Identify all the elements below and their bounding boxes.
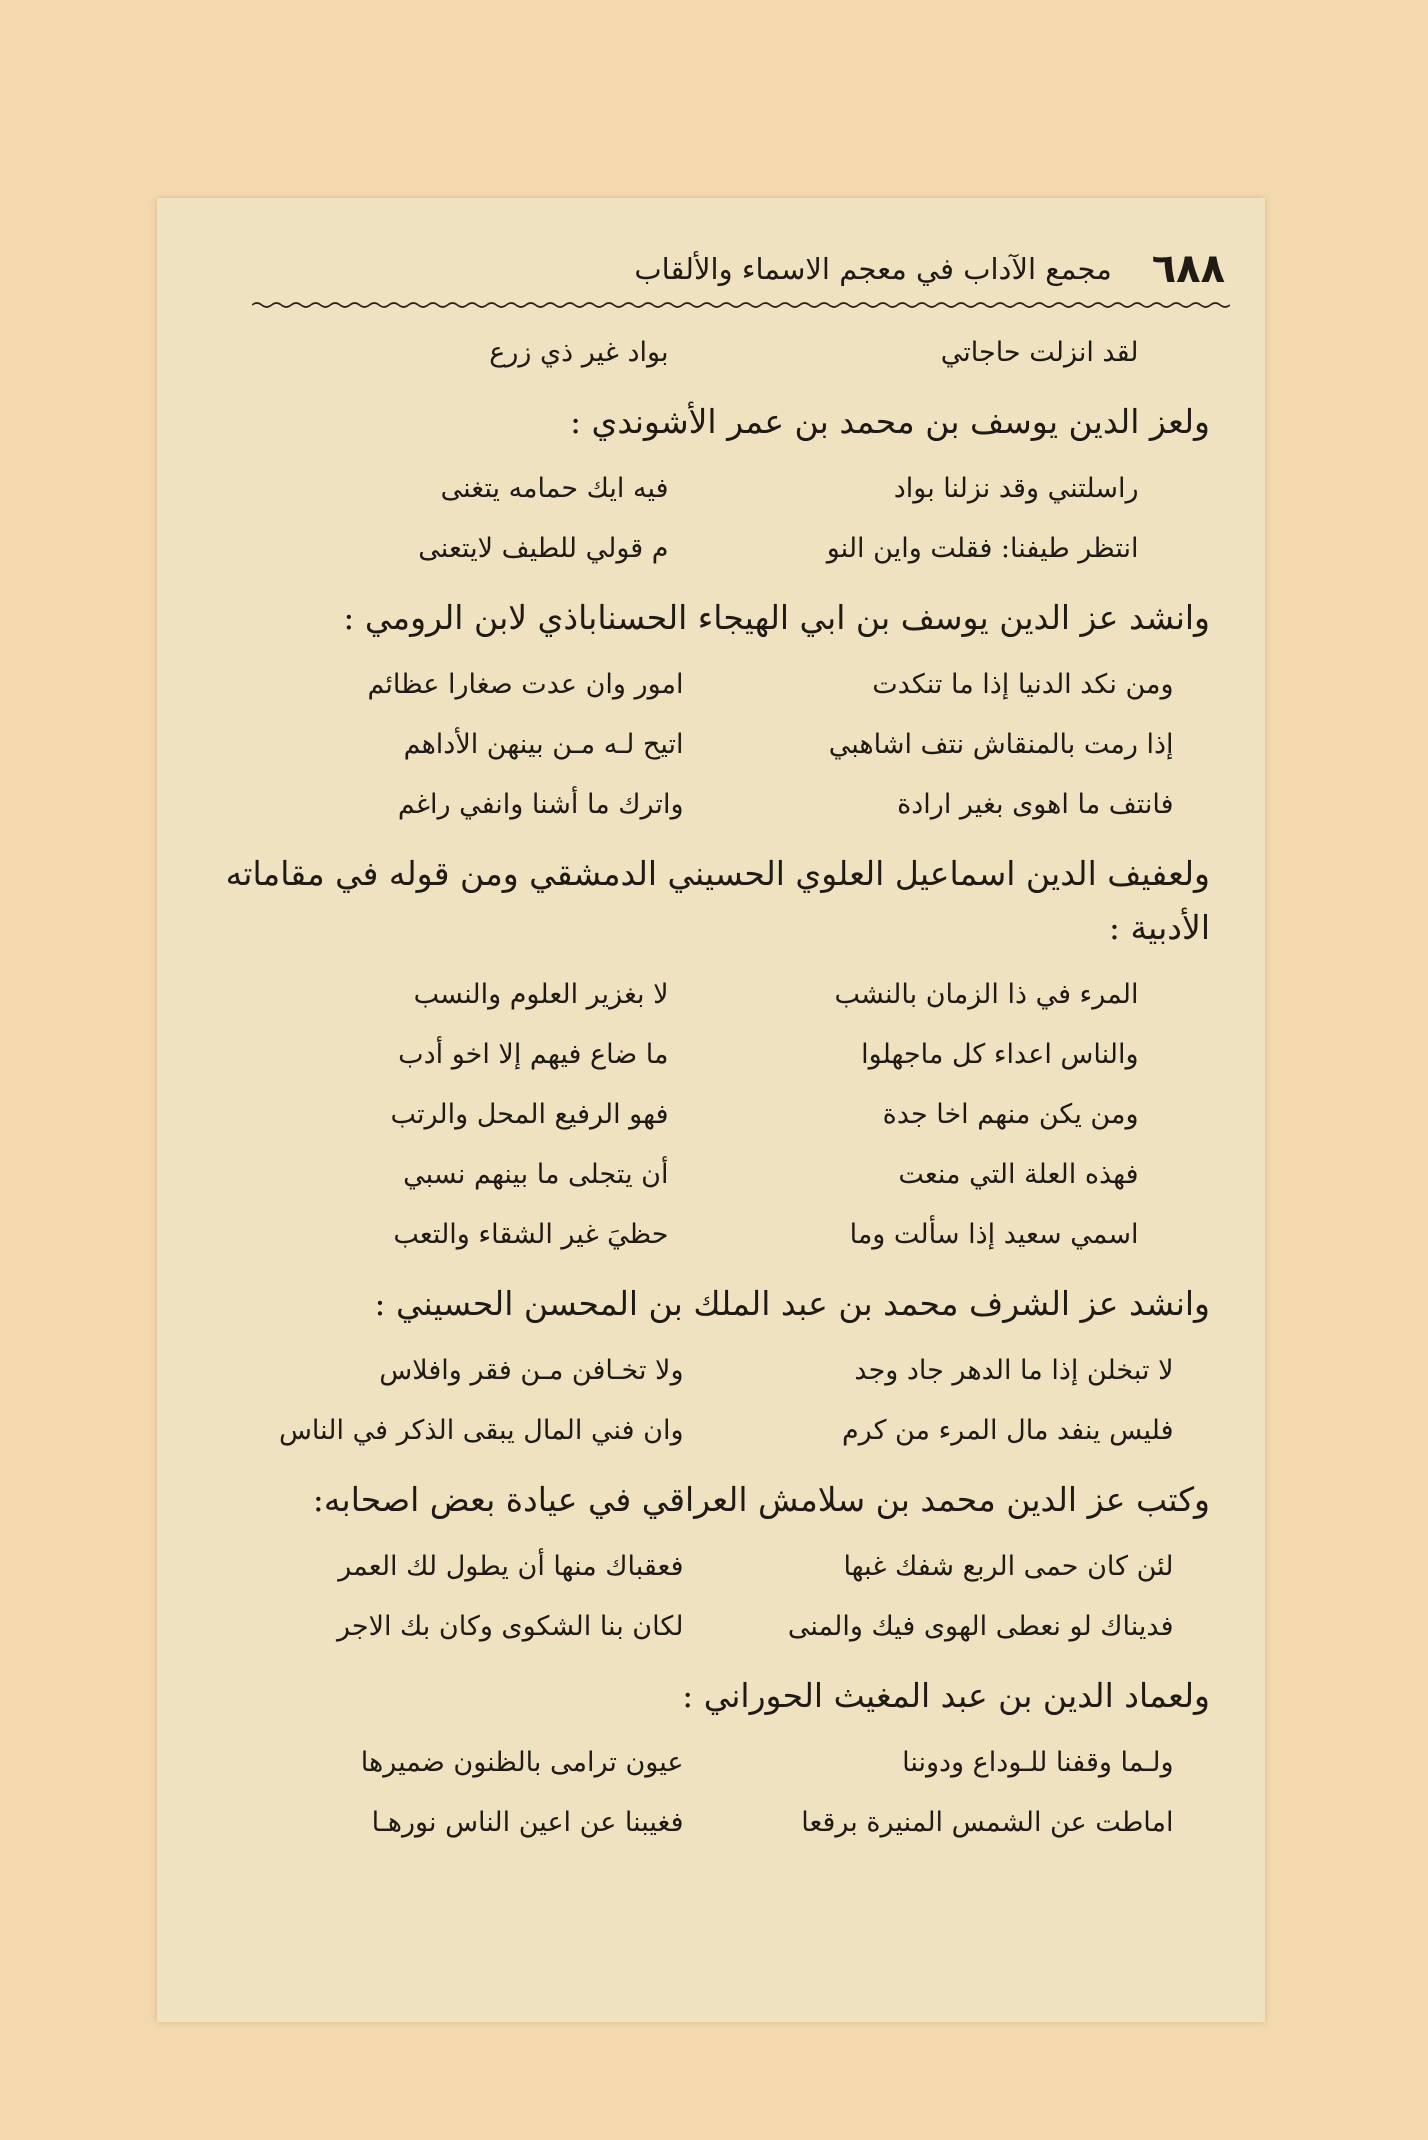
verse-couplet [197, 1085, 1210, 1145]
verse-first-hemistich: فليس ينفد مال المرء من كرم [841, 1415, 1174, 1446]
poem-attribution: ولعماد الدين بن عبد المغيث الحوراني : [682, 1676, 1210, 1715]
verse-first-hemistich: لقد انزلت حاجاتي [940, 337, 1139, 368]
verse-first-hemistich: ومن نكد الدنيا إذا ما تنكدت [872, 669, 1174, 700]
verse-second-hemistich: حظيَ غير الشقاء والتعب [393, 1219, 669, 1250]
verse-couplet [197, 459, 1210, 519]
page-number: ٦٨٨ [1151, 246, 1225, 292]
verse-first-hemistich: ومن يكن منهم اخا جدة [882, 1099, 1139, 1130]
poem-attribution: وانشد عز الشرف محمد بن عبد الملك بن المحسن الحسيني : [374, 1284, 1210, 1323]
verse-second-hemistich: عيون ترامى بالظنون ضميرها [360, 1747, 684, 1778]
verse-second-hemistich: فعقباك منها أن يطول لك العمر [338, 1551, 684, 1582]
verse-first-hemistich: فانتف ما اهوى بغير ارادة [897, 789, 1174, 820]
verse-first-hemistich: إذا رمت بالمنقاش نتف اشاهبي [828, 729, 1174, 760]
poem-attribution: ولعز الدين يوسف بن محمد بن عمر الأشوندي : [569, 402, 1210, 441]
poem-attribution: وكتب عز الدين محمد بن سلامش العراقي في عيادة بعض اصحابه: [312, 1480, 1210, 1519]
verse-first-hemistich: انتظر طيفنا: فقلت واين النو [826, 533, 1139, 564]
header-wavy-rule [252, 300, 1230, 310]
verse-couplet [197, 519, 1210, 579]
verse-couplet [197, 655, 1210, 715]
verse-second-hemistich: ما ضاع فيهم إلا اخو أدب [398, 1039, 669, 1070]
verse-first-hemistich: فهذه العلة التي منعت [898, 1159, 1139, 1190]
verse-couplet [197, 1597, 1210, 1657]
verse-first-hemistich: راسلتني وقد نزلنا بواد [893, 473, 1139, 504]
verse-second-hemistich: م قولي للطيف لايتعنى [418, 533, 669, 564]
verse-first-hemistich: لا تبخلن إذا ما الدهر جاد وجد [854, 1355, 1174, 1386]
verse-couplet [197, 323, 1210, 383]
verse-second-hemistich: فيه ايك حمامه يتغنى [440, 473, 669, 504]
verse-couplet [197, 1401, 1210, 1461]
verse-second-hemistich: اتيح لـه مـن بينهن الأداهم [403, 729, 684, 760]
verse-second-hemistich: واترك ما أشنا وانفي راغم [397, 789, 684, 820]
verse-first-hemistich: والناس اعداء كل ماجهلوا [861, 1039, 1139, 1070]
poem-section [197, 395, 1210, 579]
verse-second-hemistich: ولا تخـافن مـن فقر وافلاس [379, 1355, 684, 1386]
verse-couplet [197, 1025, 1210, 1085]
verse-second-hemistich: لكان بنا الشكوى وكان بك الاجر [336, 1611, 684, 1642]
verse-first-hemistich: فديناك لو نعطى الهوى فيك والمنى [787, 1611, 1174, 1642]
verse-second-hemistich: بواد غير ذي زرع [489, 337, 669, 368]
verse-second-hemistich: لا بغزير العلوم والنسب [413, 979, 669, 1010]
poem-section [197, 1669, 1210, 1853]
verse-couplet [197, 775, 1210, 835]
poem-section [197, 323, 1210, 383]
poem-section [197, 1277, 1210, 1461]
page-body [197, 323, 1210, 1853]
verse-couplet [197, 965, 1210, 1025]
verse-couplet [197, 1205, 1210, 1265]
verse-first-hemistich: لئن كان حمى الربع شفك غبها [843, 1551, 1174, 1582]
book-page [157, 198, 1265, 2022]
verse-couplet [197, 715, 1210, 775]
verse-couplet [197, 1793, 1210, 1853]
poem-attribution: وانشد عز الدين يوسف بن ابي الهيجاء الحسناباذي لابن الرومي : [343, 598, 1210, 637]
verse-second-hemistich: أن يتجلى ما بينهم نسبي [403, 1159, 669, 1190]
verse-couplet [197, 1145, 1210, 1205]
verse-first-hemistich: ولـما وقفنا للـوداع ودوننا [902, 1747, 1174, 1778]
running-title: مجمع الآداب في معجم الاسماء والألقاب [634, 252, 1112, 286]
verse-couplet [197, 1733, 1210, 1793]
verse-couplet [197, 1537, 1210, 1597]
verse-first-hemistich: اسمي سعيد إذا سألت وما [849, 1219, 1139, 1250]
poem-section [197, 1473, 1210, 1657]
verse-second-hemistich: فغيبنا عن اعين الناس نورهـا [371, 1807, 684, 1838]
verse-couplet [197, 1341, 1210, 1401]
poem-section [197, 591, 1210, 835]
verse-second-hemistich: فهو الرفيع المحل والرتب [390, 1099, 669, 1130]
verse-first-hemistich: اماطت عن الشمس المنيرة برقعا [801, 1807, 1174, 1838]
poem-attribution: ولعفيف الدين اسماعيل العلوي الحسيني الدمشقي ومن قوله في مقاماته الأدبية : [225, 854, 1210, 947]
verse-second-hemistich: امور وان عدت صغارا عظائم [367, 669, 684, 700]
verse-second-hemistich: وان فني المال يبقى الذكر في الناس [278, 1415, 684, 1446]
verse-first-hemistich: المرء في ذا الزمان بالنشب [834, 979, 1139, 1010]
poem-section [197, 847, 1210, 1265]
page-header [267, 234, 1225, 304]
